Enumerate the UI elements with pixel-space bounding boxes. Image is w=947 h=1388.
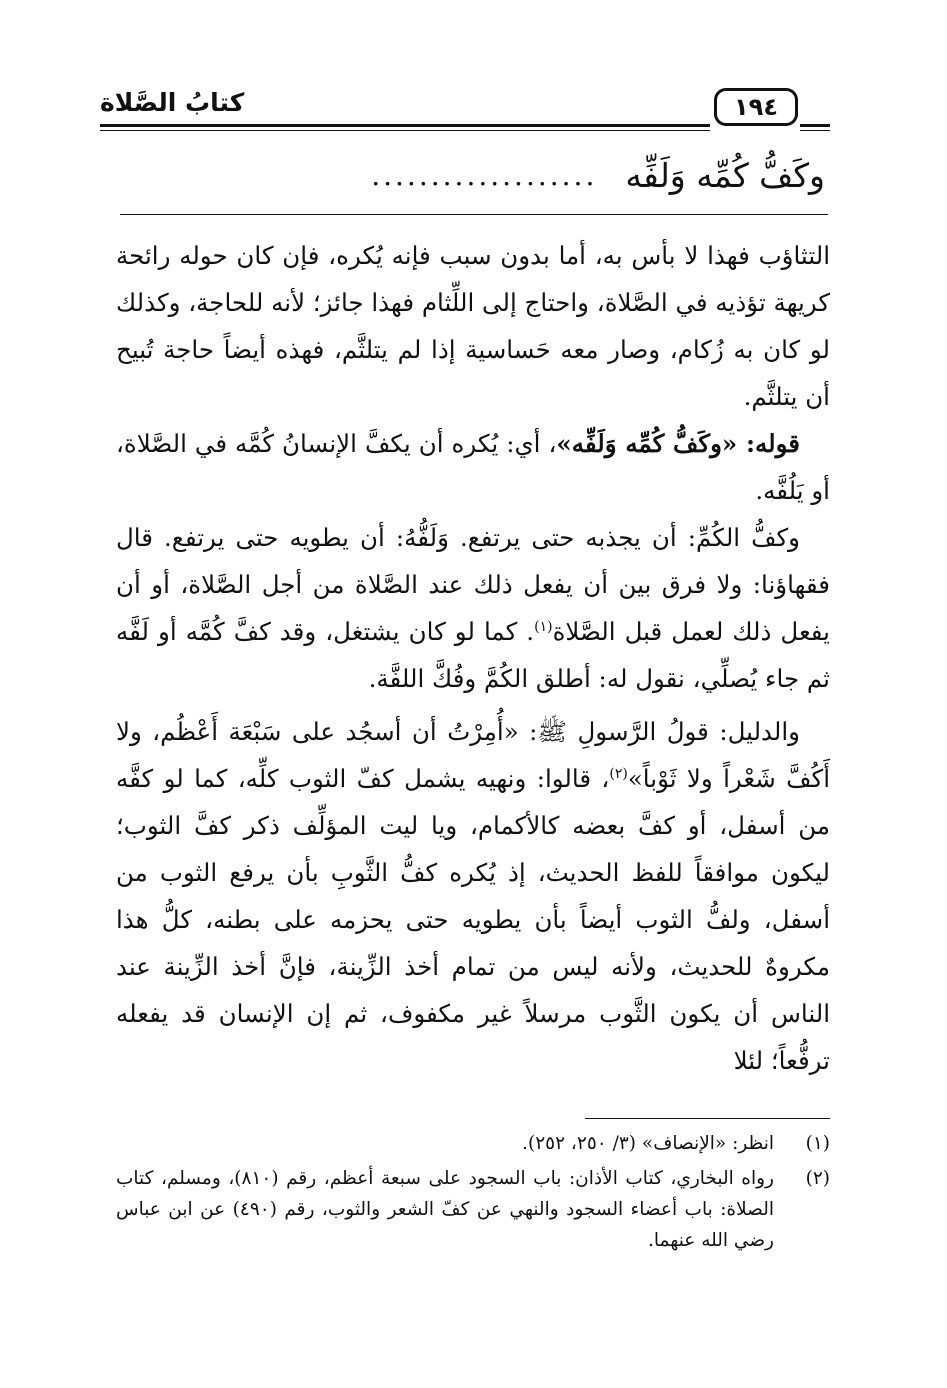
footnote-text: رواه البخاري، كتاب الأذان: باب السجود على سبعة أعظم، رقم (٨١٠)، ومسلم، كتاب الصلاة: باب أعضاء السجود والنهي عن كفّ الشعر والثوب، رقم (٤٩٠) عن ابن عباس رضي الله عنهما.	[116, 1168, 774, 1251]
page-number: ١٩٤	[714, 88, 798, 126]
footnote-2	[116, 1163, 830, 1256]
footnote-ref-2[interactable]: (٢)	[609, 765, 628, 782]
footnote-1	[116, 1128, 830, 1159]
paragraph-4	[116, 708, 830, 1084]
footnote-divider	[585, 1118, 830, 1119]
running-header	[100, 84, 830, 134]
footnotes	[116, 1128, 830, 1260]
paragraph-4-text-b: ، قالوا: ونهيه يشمل كفّ الثوب كلِّه، كما لو كفَّه من أسفل، أو كفَّ بعضه كالأكمام، ويا ليت المؤلِّف ذكر كفَّ الثوب؛ ليكون موافقاً للفظ الحديث، إذ يُكره كفُّ الثَّوبِ بأن يرفع الثوب من أسفل، ولفُّ الثوب أيضاً بأن يطويه حتى يحزمه على بطنه، كلُّ هذا مكروهٌ للحديث، ولأنه ليس من تمام أخذ الزِّينة، فإنَّ أخذ الزِّينة عند الناس أن يكون الثَّوب مرسلاً غير مكفوف، ثم إن الإنسان قد يفعله ترفُّعاً؛ لئلا	[116, 764, 830, 1075]
paragraph-2-text: ، أي: يُكره أن يكفَّ الإنسانُ كُمَّه في الصَّلاة، أو يَلُفَّه.	[116, 429, 830, 505]
book-title: كتابُ الصَّلاة	[100, 88, 245, 117]
heading-divider	[120, 214, 828, 215]
footnote-number: (٢)	[805, 1168, 830, 1189]
footnote-number: (١)	[805, 1133, 830, 1154]
quoted-phrase: قوله: «وكَفُّ كُمِّه وَلَفِّه»	[556, 429, 800, 458]
main-text	[116, 232, 830, 1084]
section-heading	[119, 140, 825, 210]
paragraph-4-text-a: والدليل: قولُ الرَّسولِ ﷺ: «أُمِرْتُ أن أسجُد على سَبْعَة أَعْظُم، ولا أَكُفَّ شَعْراً ولا ثَوْباً»	[116, 717, 830, 793]
paragraph-3-text-b: . كما لو كان يشتغل، وقد كفَّ كُمَّه أو لَفَّه ثم جاء يُصلِّي، نقول له: أطلق الكُمَّ وفُكَّ اللفَّة.	[116, 617, 830, 693]
header-rule-right	[800, 124, 830, 127]
header-rule-left	[100, 124, 710, 127]
section-dots: ...................	[371, 158, 598, 192]
footnote-ref-1[interactable]: (١)	[534, 618, 553, 635]
paragraph-2	[116, 420, 830, 514]
paragraph-3	[116, 514, 830, 702]
paragraph-3-text-a: وكفُّ الكُمِّ: أن يجذبه حتى يرتفع. وَلَفُّهُ: أن يطويه حتى يرتفع. قال فقهاؤنا: ولا فرق بين أن يفعل ذلك عند الصَّلاة من أجل الصَّلاة، أو أن يفعل ذلك لعمل قبل الصَّلاة	[116, 523, 830, 646]
section-title: وكَفُّ كُمِّه وَلَفِّه	[625, 155, 825, 195]
paragraph-1: التثاؤب فهذا لا بأس به، أما بدون سبب فإنه يُكره، فإن كان حوله رائحة كريهة تؤذيه في الصَّلاة، واحتاج إلى اللِّثام فهذا جائز؛ لأنه للحاجة، وكذلك لو كان به زُكام، وصار معه حَساسية إذا لم يتلثَّم، فهذه أيضاً حاجة تُبيح أن يتلثَّم.	[116, 241, 830, 411]
footnote-text: انظر: «الإنصاف» (٣/ ٢٥٠، ٢٥٢).	[522, 1133, 774, 1154]
